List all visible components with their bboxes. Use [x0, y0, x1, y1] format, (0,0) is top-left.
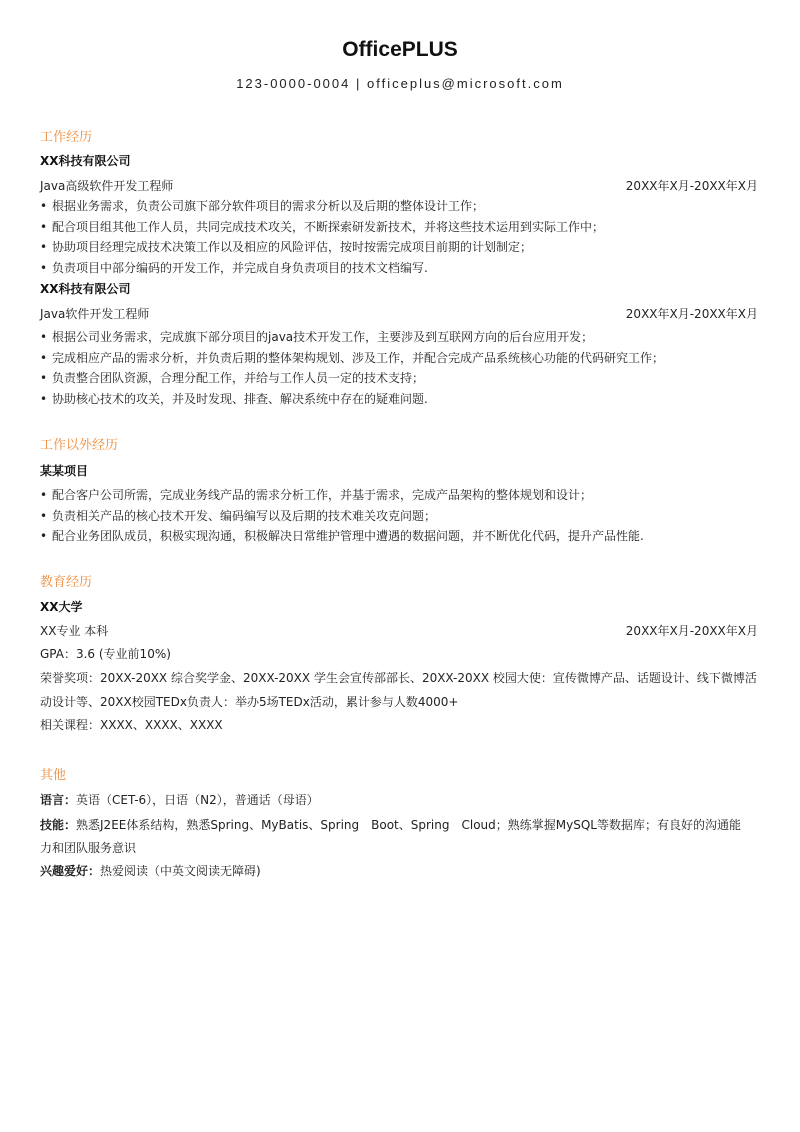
job-company: XX科技有限公司 [40, 154, 131, 168]
job-date: 20XX年X月-20XX年X月 [625, 307, 758, 321]
bullet-text: 负责相关产品的核心技术开发、编码编写以及后期的技术难关攻克问题； [52, 509, 437, 523]
bullet-item [40, 349, 758, 367]
bullet-icon: • [40, 240, 48, 254]
bullet-icon: • [40, 261, 48, 275]
language-row [40, 791, 758, 809]
bullet-item [40, 527, 758, 545]
bullet-item [40, 486, 758, 504]
job-role-row [40, 177, 758, 195]
job-role-row [40, 305, 758, 323]
school-name: XX大学 [40, 600, 83, 614]
bullet-icon: • [40, 371, 48, 385]
job-company: XX科技有限公司 [40, 282, 131, 296]
language-value: 英语（CET-6），日语（N2），普通话（母语） [76, 793, 319, 807]
section-title-education: 教育经历 [40, 575, 93, 590]
skills-value: 熟悉J2EE体系结构，熟悉Spring、MyBatis、Spring Boot、Spring Cloud；熟练掌握MySQL等数据库；有良好的沟通能 [76, 818, 741, 832]
skills-continuation: 力和团队服务意识 [40, 841, 137, 855]
contact-separator: | [350, 76, 367, 91]
bullet-text: 协助项目经理完成技术决策工作以及相应的风险评估，按时按需完成项目前期的计划制定； [52, 240, 533, 254]
bullet-text: 协助核心技术的攻关，并及时发现、排查、解决系统中存在的疑难问题. [52, 392, 428, 406]
bullet-item [40, 197, 758, 215]
education-date: 20XX年X月-20XX年X月 [625, 624, 758, 638]
section-title-projects: 工作以外经历 [40, 438, 119, 453]
bullet-icon: • [40, 488, 48, 502]
bullet-icon: • [40, 199, 48, 213]
bullet-icon: • [40, 351, 48, 365]
major: XX专业 本科 [40, 624, 109, 638]
hobby-row [40, 862, 758, 880]
bullet-icon: • [40, 220, 48, 234]
gpa: GPA：3.6 (专业前10%) [40, 647, 171, 661]
phone-number: 123-0000-0004 [236, 76, 351, 91]
section-title-other: 其他 [40, 768, 67, 783]
courses: 相关课程：XXXX、XXXX、XXXX [40, 718, 223, 732]
bullet-item [40, 328, 758, 346]
awards-line: 动设计等、20XX校园TEDx负责人：举办5场TEDx活动，累计参与人数4000+ [40, 695, 459, 709]
bullet-item [40, 390, 758, 408]
bullet-item [40, 218, 758, 236]
email-address: officeplus@microsoft.com [367, 76, 564, 91]
bullet-icon: • [40, 509, 48, 523]
awards-line: 荣誉奖项：20XX-20XX 综合奖学金、20XX-20XX 学生会宣传部部长、20XX-20XX 校园大使：宣传微博产品、话题设计、线下微博活 [40, 671, 757, 685]
bullet-item [40, 507, 758, 525]
contact-line [0, 76, 800, 91]
bullet-text: 完成相应产品的需求分析，并负责后期的整体架构规划、涉及工作，并配合完成产品系统核心功能的代码研究工作； [52, 351, 665, 365]
job-role: Java高级软件开发工程师 [40, 179, 174, 193]
bullet-text: 配合业务团队成员，积极实现沟通，积极解决日常维护管理中遭遇的数据问题，并不断优化代码，提升产品性能. [52, 529, 644, 543]
bullet-text: 配合项目组其他工作人员，共同完成技术攻关，不断探索研发新技术，并将这些技术运用到实际工作中； [52, 220, 605, 234]
resume-name: OfficePLUS [342, 38, 458, 61]
bullet-icon: • [40, 330, 48, 344]
skills-label: 技能： [40, 818, 77, 832]
bullet-item [40, 369, 758, 387]
job-date: 20XX年X月-20XX年X月 [625, 179, 758, 193]
skills-row [40, 816, 758, 834]
job-role: Java软件开发工程师 [40, 307, 150, 321]
bullet-text: 负责整合团队资源，合理分配工作，并给与工作人员一定的技术支持； [52, 371, 425, 385]
bullet-text: 根据业务需求，负责公司旗下部分软件项目的需求分析以及后期的整体设计工作； [52, 199, 485, 213]
hobby-value: 热爱阅读（中英文阅读无障碍) [100, 864, 261, 878]
bullet-text: 配合客户公司所需，完成业务线产品的需求分析工作，并基于需求，完成产品架构的整体规划和设计； [52, 488, 593, 502]
bullet-icon: • [40, 529, 48, 543]
major-row [40, 622, 758, 640]
bullet-item [40, 259, 758, 277]
section-title-work: 工作经历 [40, 130, 93, 145]
bullet-text: 负责项目中部分编码的开发工作，并完成自身负责项目的技术文档编写. [52, 261, 428, 275]
project-name: 某某项目 [40, 464, 89, 478]
bullet-text: 根据公司业务需求，完成旗下部分项目的java技术开发工作，主要涉及到互联网方向的后台应用开发； [52, 330, 594, 344]
hobby-label: 兴趣爱好： [40, 864, 101, 878]
language-label: 语言： [40, 793, 77, 807]
bullet-icon: • [40, 392, 48, 406]
bullet-item [40, 238, 758, 256]
